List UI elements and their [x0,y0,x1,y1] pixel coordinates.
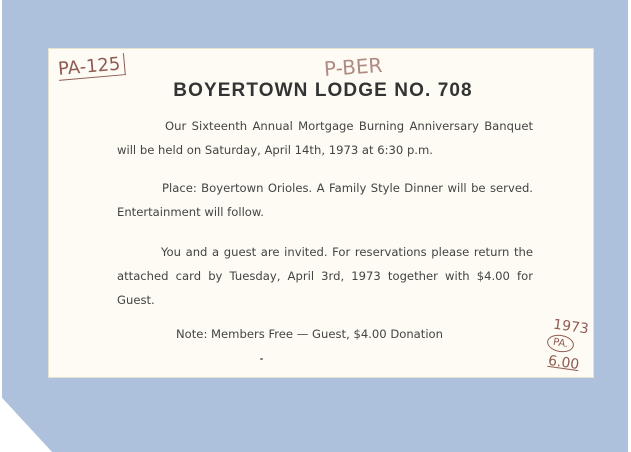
paragraph-note: Note: Members Free — Guest, $4.00 Donation [176,327,443,341]
invitation-card [48,48,594,378]
paper-speck [260,358,263,360]
handwritten-code: PA-125 [57,53,126,81]
handwritten-year: 1973 [552,316,590,338]
paragraph-invitation: You and a guest are invited. For reservations please return the attached card by Tuesday, April 3rd, 1973 together with $4.00 for Guest. [117,245,533,307]
handwritten-price: 6.00 [547,352,581,374]
paragraph-banquet: Our Sixteenth Annual Mortgage Burning Anniversary Banquet will be held on Saturday, April 14th, 1973 at 6:30 p.m. [117,119,533,157]
paragraph-place: Place: Boyertown Orioles. A Family Style Dinner will be served. Entertainment will follow. [117,181,533,219]
card-title: BOYERTOWN LODGE NO. 708 [173,80,473,101]
handwritten-mark: P-BER [323,52,384,82]
handwritten-note: PA. [546,333,576,354]
